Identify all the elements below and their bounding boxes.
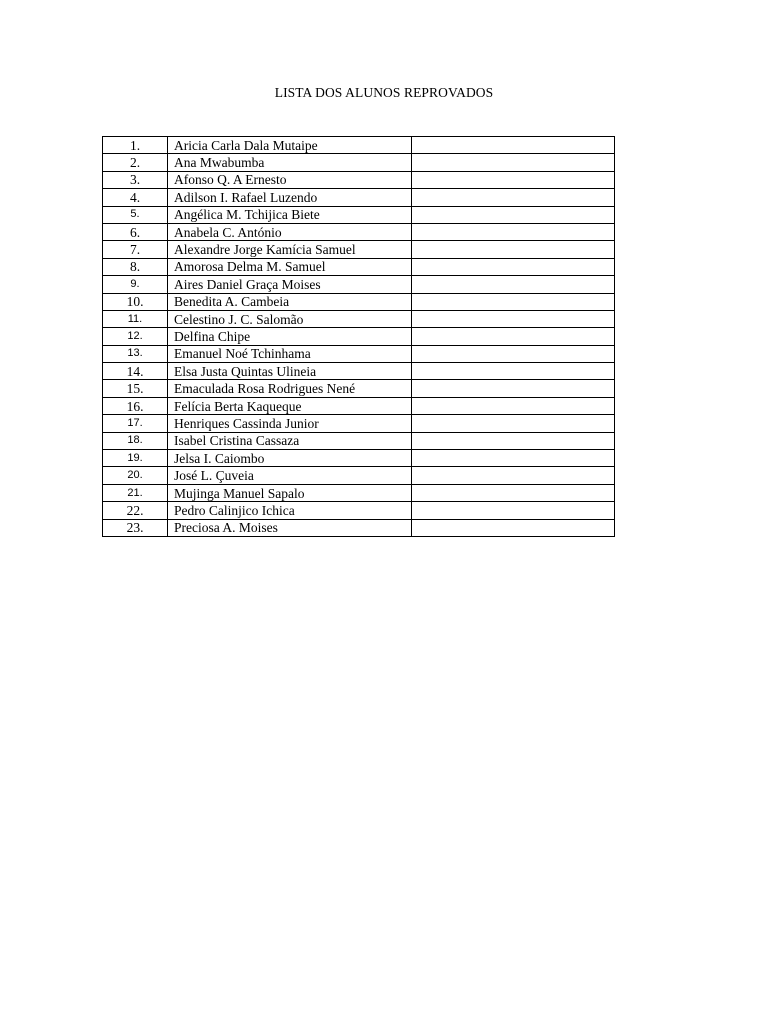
- empty-cell: [412, 154, 615, 171]
- student-name: Amorosa Delma M. Samuel: [168, 258, 412, 275]
- empty-cell: [412, 380, 615, 397]
- table-row: [103, 467, 615, 484]
- row-number: 18.: [103, 432, 168, 449]
- row-number: 1.: [103, 137, 168, 154]
- table-row: [103, 397, 615, 414]
- table-row: [103, 328, 615, 345]
- table-row: [103, 189, 615, 206]
- students-table: [102, 136, 615, 537]
- table-row: [103, 363, 615, 380]
- empty-cell: [412, 137, 615, 154]
- student-name: Jelsa I. Caiombo: [168, 450, 412, 467]
- table-row: [103, 502, 615, 519]
- empty-cell: [412, 519, 615, 536]
- row-number: 4.: [103, 189, 168, 206]
- empty-cell: [412, 206, 615, 223]
- empty-cell: [412, 415, 615, 432]
- row-number: 19.: [103, 450, 168, 467]
- table-row: [103, 137, 615, 154]
- empty-cell: [412, 241, 615, 258]
- table-row: [103, 345, 615, 362]
- student-name: Celestino J. C. Salomão: [168, 310, 412, 327]
- row-number: 11.: [103, 310, 168, 327]
- row-number: 5.: [103, 206, 168, 223]
- empty-cell: [412, 345, 615, 362]
- row-number: 23.: [103, 519, 168, 536]
- row-number: 13.: [103, 345, 168, 362]
- student-name: Henriques Cassinda Junior: [168, 415, 412, 432]
- table-row: [103, 206, 615, 223]
- table-row: [103, 258, 615, 275]
- student-name: Anabela C. António: [168, 223, 412, 240]
- student-name: Benedita A. Cambeia: [168, 293, 412, 310]
- table-row: [103, 241, 615, 258]
- row-number: 20.: [103, 467, 168, 484]
- table-row: [103, 519, 615, 536]
- page-title: LISTA DOS ALUNOS REPROVADOS: [274, 85, 494, 100]
- student-name: Elsa Justa Quintas Ulineia: [168, 363, 412, 380]
- row-number: 8.: [103, 258, 168, 275]
- row-number: 10.: [103, 293, 168, 310]
- empty-cell: [412, 171, 615, 188]
- row-number: 16.: [103, 397, 168, 414]
- student-name: Delfina Chipe: [168, 328, 412, 345]
- empty-cell: [412, 484, 615, 501]
- empty-cell: [412, 293, 615, 310]
- empty-cell: [412, 450, 615, 467]
- empty-cell: [412, 363, 615, 380]
- row-number: 3.: [103, 171, 168, 188]
- student-name: Preciosa A. Moises: [168, 519, 412, 536]
- empty-cell: [412, 223, 615, 240]
- empty-cell: [412, 310, 615, 327]
- row-number: 17.: [103, 415, 168, 432]
- students-table-body: [103, 137, 615, 537]
- row-number: 15.: [103, 380, 168, 397]
- row-number: 2.: [103, 154, 168, 171]
- empty-cell: [412, 432, 615, 449]
- row-number: 12.: [103, 328, 168, 345]
- student-name: Emanuel Noé Tchinhama: [168, 345, 412, 362]
- student-name: Adilson I. Rafael Luzendo: [168, 189, 412, 206]
- table-row: [103, 223, 615, 240]
- table-row: [103, 484, 615, 501]
- table-row: [103, 450, 615, 467]
- table-row: [103, 293, 615, 310]
- student-name: Alexandre Jorge Kamícia Samuel: [168, 241, 412, 258]
- student-name: Pedro Calinjico Ichica: [168, 502, 412, 519]
- row-number: 22.: [103, 502, 168, 519]
- row-number: 9.: [103, 276, 168, 293]
- student-name: Felícia Berta Kaqueque: [168, 397, 412, 414]
- student-name: Aires Daniel Graça Moises: [168, 276, 412, 293]
- empty-cell: [412, 397, 615, 414]
- student-name: Isabel Cristina Cassaza: [168, 432, 412, 449]
- empty-cell: [412, 258, 615, 275]
- student-name: Emaculada Rosa Rodrigues Nené: [168, 380, 412, 397]
- row-number: 7.: [103, 241, 168, 258]
- empty-cell: [412, 502, 615, 519]
- row-number: 14.: [103, 363, 168, 380]
- table-row: [103, 276, 615, 293]
- table-row: [103, 310, 615, 327]
- student-name: Afonso Q. A Ernesto: [168, 171, 412, 188]
- table-row: [103, 415, 615, 432]
- row-number: 6.: [103, 223, 168, 240]
- student-name: Aricia Carla Dala Mutaipe: [168, 137, 412, 154]
- table-row: [103, 171, 615, 188]
- table-row: [103, 154, 615, 171]
- student-name: Angélica M. Tchijica Biete: [168, 206, 412, 223]
- table-row: [103, 432, 615, 449]
- row-number: 21.: [103, 484, 168, 501]
- empty-cell: [412, 328, 615, 345]
- empty-cell: [412, 467, 615, 484]
- empty-cell: [412, 276, 615, 293]
- empty-cell: [412, 189, 615, 206]
- student-name: Ana Mwabumba: [168, 154, 412, 171]
- table-row: [103, 380, 615, 397]
- student-name: Mujinga Manuel Sapalo: [168, 484, 412, 501]
- student-name: José L. Çuveia: [168, 467, 412, 484]
